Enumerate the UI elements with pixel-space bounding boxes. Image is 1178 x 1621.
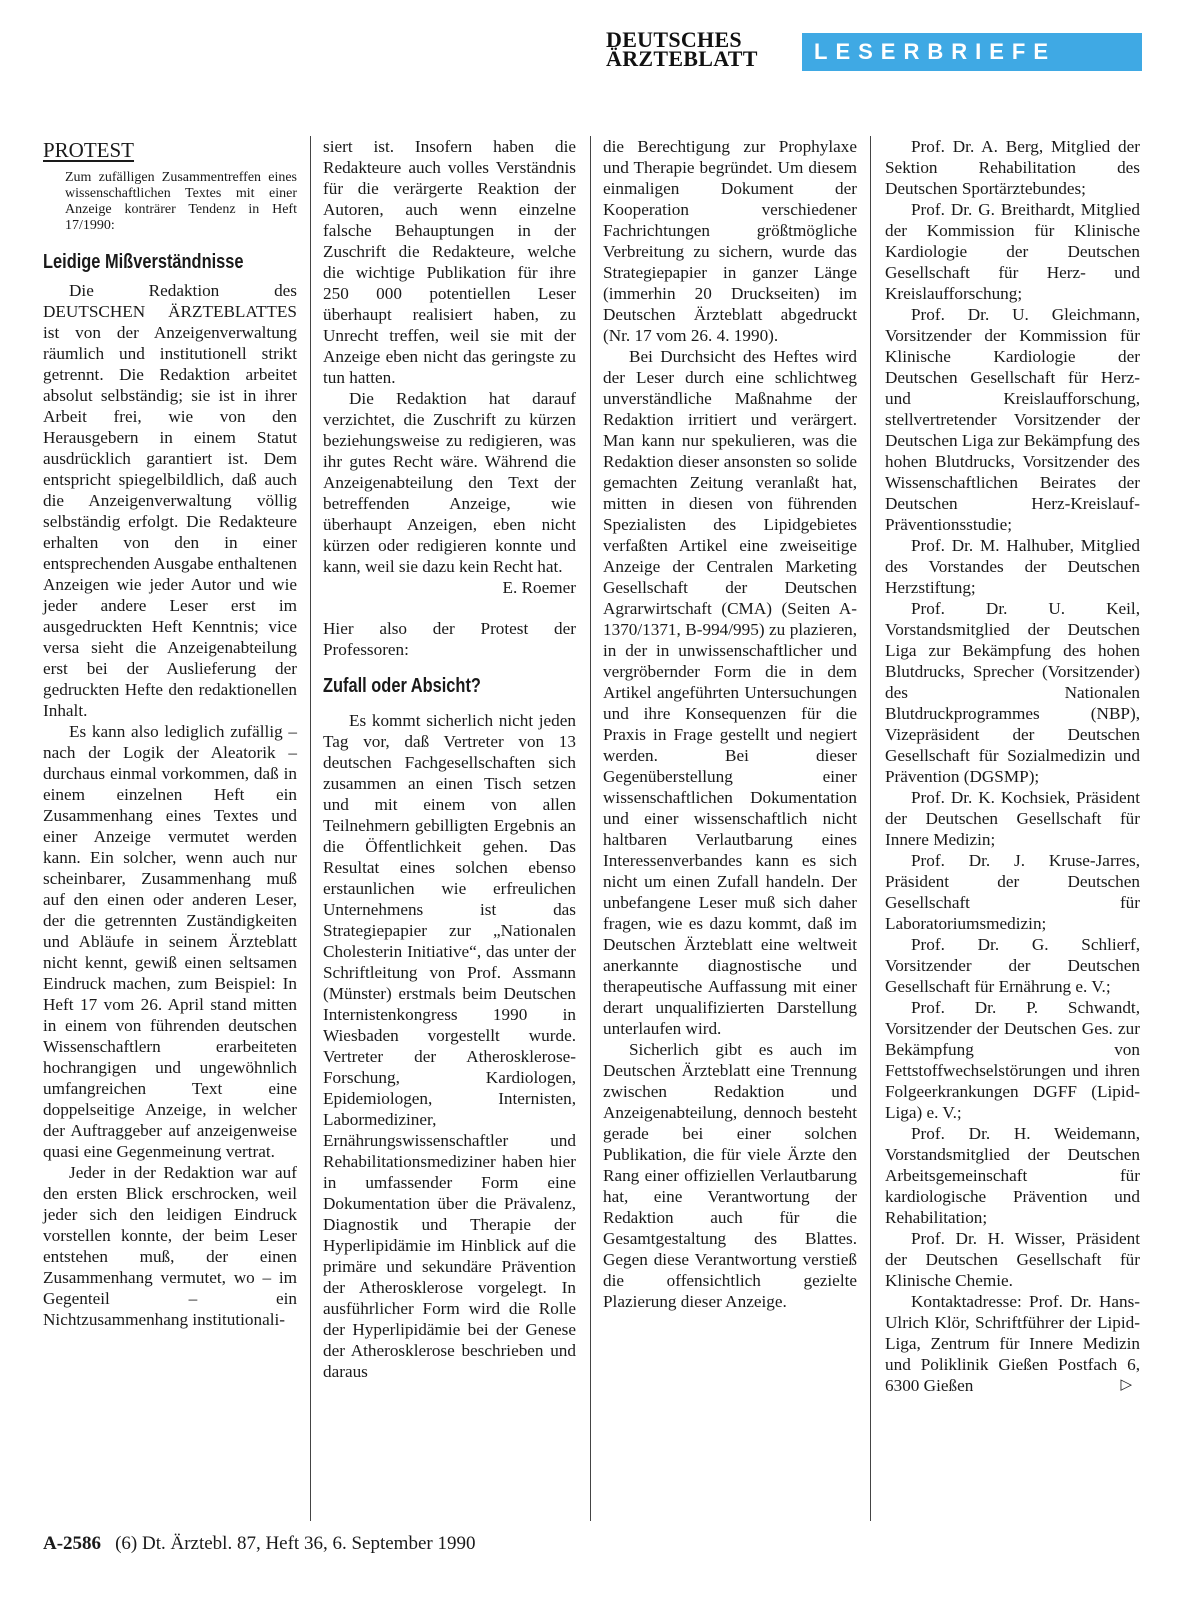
signatory: Prof. Dr. G. Schlierf, Vorsitzender der Deutschen Gesellschaft für Ernährung e. V.; bbox=[885, 935, 1140, 996]
paragraph: Die Redaktion des DEUTSCHEN ÄRZTEBLATTES ist von der Anzeigenverwaltung räumlich und institutionell strikt getrennt. Die Redaktion arbeitet absolut selbständig; sie ist in ihrer Arbeit frei, wie von den Herausgebern in einem Statut ausdrücklich garantiert ist. Dem entspricht spiegelbildlich, daß auch die Anzeigenverwaltung völlig selbständig erfolgt. Die Redakteure erhalten von den in einer entsprechenden Ausgabe enthaltenen Anzeigen wie jeder Autor und wie jeder andere Leser erst im ausgedruckten Heft Kenntnis; vice versa sieht die Anzeigenabteilung erst bei der Auslieferung der gedruckten Hefte den redaktionellen Inhalt. bbox=[43, 281, 297, 720]
signatory: Prof. Dr. A. Berg, Mitglied der Sektion Rehabilitation des Deutschen Sportärztebundes; bbox=[885, 137, 1140, 198]
section-tag: LESERBRIEFE bbox=[802, 33, 1142, 71]
paragraph: Bei Durchsicht des Heftes wird der Leser durch eine schlichtweg unverständliche Maßnahme der Redaktion irritiert und verärgert. Man kann nur spekulieren, was die Redaktion dieser ansonsten so solide gemachten Zeitung veranlaßt hat, mitten in diesen von führenden Spezialisten des Lipidgebietes verfaßten Artikel eine zweiseitige Anzeige der Centralen Marketing Gesellschaft der Deutschen Agrarwirtschaft (CMA) (Seiten A-1370/1371, B-994/995) zu plazieren, in der in unwissenschaftlicher und vergröbernder Form die in dem Artikel angeführten Untersuchungen und ihre Konsequenzen für die Praxis in Frage gestellt und negiert werden. Bei dieser Gegenüberstellung einer wissenschaftlichen Dokumentation und einer wissenschaftlich nicht haltbaren Verlautbarung eines Interessenverbandes kann es sich nicht um einen Zufall handeln. Der unbefangene Leser muß sich daher fragen, wie es dazu kommt, daß im Deutschen Ärzteblatt eine weltweit anerkannte diagnostische und therapeutische Auffassung mit einer derart unqualifizierten Darstellung unterlaufen wird. bbox=[603, 347, 857, 1038]
paragraph: Es kommt sicherlich nicht jeden Tag vor, daß Vertreter von 13 deutschen Fachgesellschaften sich zusammen an einen Tisch setzen und mit einem von allen Teilnehmern gebilligten Ergebnis an die Öffentlichkeit gehen. Das Resultat eines solchen ebenso erstaunlichen wie erfreulichen Unternehmens ist das Strategiepapier zur „Nationalen Cholesterin Initiative“, das unter der Schriftleitung von Prof. Assmann (Münster) erstmals beim Deutschen Internistenkongress 1990 in Wiesbaden vorgestellt wurde. Vertreter der Atherosklerose-Forschung, Kardiologen, Epidemiologen, Internisten, Labormediziner, Ernährungswissenschaftler und Rehabilitationsmediziner haben hier in umfassender Form eine Dokumentation über die Prävalenz, Diagnostik und Therapie der Hyperlipidämie im Hinblick auf die primäre und sekundäre Prävention der Atherosklerose vorgelegt. In ausführlicher Form wird die Rolle der Hyperlipidämie bei der Genese der Atherosklerose beschrieben und daraus bbox=[323, 711, 576, 1381]
intro-text: Zum zufälligen Zusammentreffen eines wissenschaftlichen Textes mit einer Anzeige konträrer Tendenz in Heft 17/1990: bbox=[65, 170, 297, 233]
signatory: Prof. Dr. P. Schwandt, Vorsitzender der Deutschen Ges. zur Bekämpfung von Fettstoffwechselstörungen und ihren Folgeerkrankungen DGFF (Lipid-Liga) e. V.; bbox=[885, 998, 1140, 1122]
signatory: Prof. Dr. U. Keil, Vorstandsmitglied der Deutschen Liga zur Bekämpfung des hohen Blutdrucks, Sprecher (Vorsitzender) des Nationalen Blutdruckprogrammes (NBP), Vizepräsident der Deutschen Gesellschaft für Sozialmedizin und Prävention (DGSMP); bbox=[885, 599, 1140, 786]
paragraph: die Berechtigung zur Prophylaxe und Therapie begründet. Um diesem einmaligen Dokument der Kooperation verschiedener Fachrichtungen größtmögliche Verbreitung zu sichern, wurde das Strategiepapier in ganzer Länge (immerhin 20 Druckseiten) im Deutschen Ärzteblatt abgedruckt (Nr. 17 vom 26. 4. 1990). bbox=[603, 137, 857, 345]
paragraph: siert ist. Insofern haben die Redakteure auch volles Verständnis für die verärgerte Reaktion der Autoren, auch wenn einzelne falsche Behauptungen in der Zuschrift die Redakteure, welche die wichtige Publikation für ihre 250 000 potentiellen Leser überhaupt realisiert haben, zu Unrecht treffen, weil sie mit der Anzeige eben nicht das geringste zu tun hatten. bbox=[323, 137, 576, 387]
kicker: PROTEST bbox=[43, 138, 135, 162]
column-4 bbox=[885, 136, 1140, 1396]
contact-address bbox=[885, 1291, 1140, 1396]
masthead bbox=[606, 27, 758, 71]
paragraph: Die Redaktion hat darauf verzichtet, die Zuschrift zu kürzen beziehungsweise zu redigieren, was ihr gutes Recht wäre. Während die Anzeigenabteilung den Text der betreffenden Anzeige, wie überhaupt Anzeigen, eben nicht kürzen oder redigieren konnte und kann, weil sie dazu kein Recht hat. bbox=[323, 389, 576, 576]
column-divider bbox=[590, 136, 591, 1521]
signatory: Prof. Dr. M. Halhuber, Mitglied des Vorstandes der Deutschen Herzstiftung; bbox=[885, 536, 1140, 597]
masthead-line-1: DEUTSCHES bbox=[606, 27, 742, 52]
headline: Leidige Mißverständnisse bbox=[43, 251, 244, 273]
column-3 bbox=[603, 136, 857, 1312]
continue-arrow-icon: ▷ bbox=[1120, 1377, 1132, 1393]
signature: E. Roemer bbox=[502, 578, 576, 597]
headline: Zufall oder Absicht? bbox=[323, 675, 481, 697]
paragraph: Sicherlich gibt es auch im Deutschen Ärzteblatt eine Trennung zwischen Redaktion und Anzeigenabteilung, dennoch besteht gerade bei einer solchen Publikation, die für viele Ärzte den Rang einer offiziellen Verlautbarung hat, eine Verantwortung der Redaktion auch für die Gesamtgestaltung des Blattes. Gegen diese Verantwortung verstieß die offensichtlich gezielte Plazierung dieser Anzeige. bbox=[603, 1040, 857, 1311]
signatory: Prof. Dr. H. Weidemann, Vorstandsmitglied der Deutschen Arbeitsgemeinschaft für kardiologische Prävention und Rehabilitation; bbox=[885, 1124, 1140, 1227]
column-divider bbox=[310, 136, 311, 1521]
column-divider bbox=[870, 136, 871, 1521]
signatory: Prof. Dr. H. Wisser, Präsident der Deutschen Gesellschaft für Klinische Chemie. bbox=[885, 1229, 1140, 1290]
column-1 bbox=[43, 138, 297, 1330]
contact-text: Kontaktadresse: Prof. Dr. Hans-Ulrich Klör, Schriftführer der Lipid-Liga, Zentrum für Innere Medizin und Poliklinik Gießen Postfach 6, 6300 Gießen bbox=[885, 1292, 1140, 1395]
signatory: Prof. Dr. G. Breithardt, Mitglied der Kommission für Klinische Kardiologie der Deutschen Gesellschaft für Herz- und Kreislaufforschung; bbox=[885, 200, 1140, 303]
paragraph: Es kann also lediglich zufällig – nach der Logik der Aleatorik – durchaus einmal vorkommen, daß in einem einzelnen Heft ein Zusammenhang eines Textes und einer Anzeige vermutet werden kann. Ein solcher, wenn auch nur scheinbarer, Zusammenhang muß auf den einen oder anderen Leser, der die getrennten Zuständigkeiten und Abläufe in seinem Ärzteblatt nicht kennt, gewiß einen seltsamen Eindruck machen, zum Beispiel: In Heft 17 vom 26. April stand mitten in einem von führenden deutschen Wissenschaftlern erarbeiteten hochrangigen und ungewöhnlich umfangreichen Text eine doppelseitige Anzeige, in welcher der Auftraggeber auf anzeigenweise quasi eine Gegenmeinung vertrat. bbox=[43, 722, 297, 1161]
signatory: Prof. Dr. J. Kruse-Jarres, Präsident der Deutschen Gesellschaft für Laboratoriumsmedizin; bbox=[885, 851, 1140, 933]
page-number: A-2586 bbox=[43, 1533, 102, 1554]
masthead-line-2: ÄRZTEBLATT bbox=[606, 46, 758, 71]
page-footer bbox=[43, 1533, 475, 1555]
signatory: Prof. Dr. K. Kochsiek, Präsident der Deutschen Gesellschaft für Innere Medizin; bbox=[885, 788, 1140, 849]
paragraph: Jeder in der Redaktion war auf den ersten Blick erschrocken, weil jeder sich den leidigen Eindruck vorstellen konnte, der beim Leser entstehen muß, der einen Zusammenhang vermutet, wo – im Gegenteil – ein Nichtzusammenhang institutionali- bbox=[43, 1163, 297, 1329]
signatory: Prof. Dr. U. Gleichmann, Vorsitzender der Kommission für Klinische Kardiologie der Deutschen Gesellschaft für Herz- und Kreislaufforschung, stellvertretender Vorsitzender der Deutschen Liga zur Bekämpfung des hohen Blutdrucks, Vorsitzender des Wissenschaftlichen Beirates der Deutschen Herz-Kreislauf-Präventionsstudie; bbox=[885, 305, 1140, 534]
paragraph: Hier also der Protest der Professoren: bbox=[323, 619, 576, 659]
issue-info: (6) Dt. Ärztebl. 87, Heft 36, 6. September 1990 bbox=[115, 1533, 476, 1554]
column-2 bbox=[323, 136, 576, 1382]
